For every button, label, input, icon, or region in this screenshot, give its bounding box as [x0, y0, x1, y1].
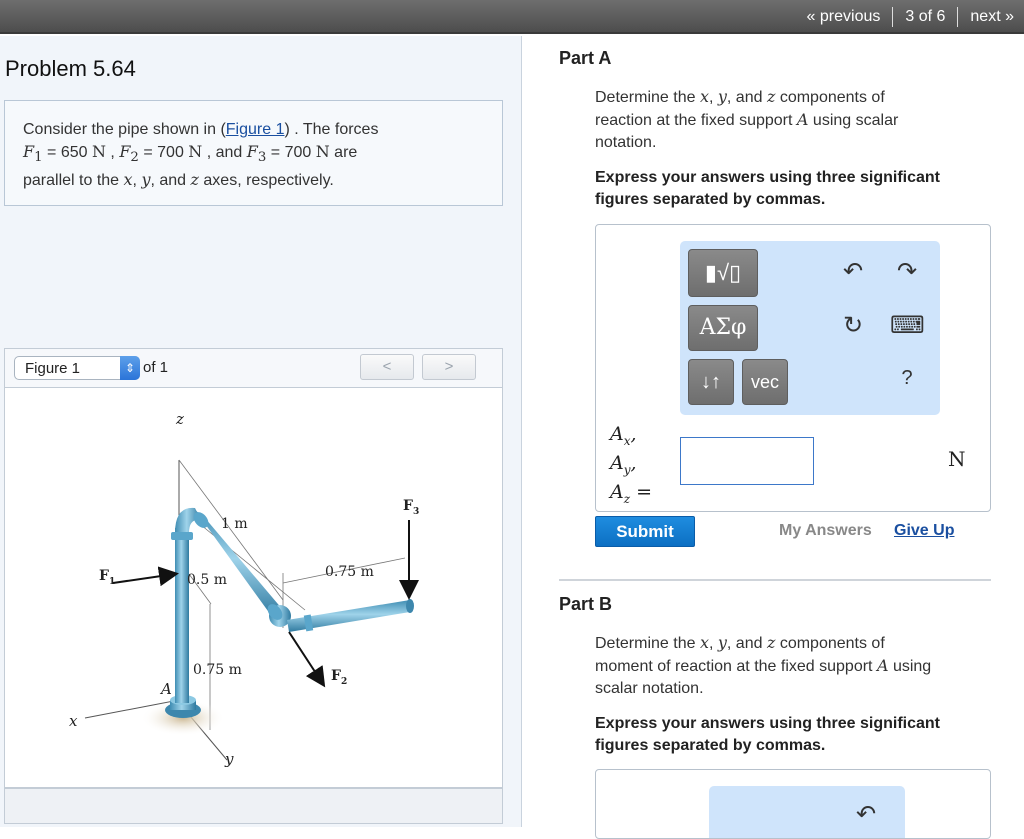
force-f2-symbol: F	[119, 142, 131, 161]
part-a-answer-box	[595, 224, 991, 512]
description-text: moment of reaction at the fixed support	[595, 658, 877, 675]
part-a-title: Part A	[559, 48, 612, 68]
answer-unit: N	[948, 447, 966, 471]
subscript: 3	[257, 150, 267, 166]
templates-button[interactable]: ▮√▯	[688, 249, 758, 297]
statement-text: ,	[105, 144, 120, 161]
statement-text: ,	[132, 172, 142, 190]
punctuation: ,	[630, 423, 637, 445]
divider	[892, 7, 893, 27]
label-f2: F	[331, 668, 341, 684]
statement-text: , and	[202, 144, 247, 161]
figure-link[interactable]: Figure 1	[225, 121, 285, 138]
axis-x: x	[699, 87, 709, 106]
description-text: Determine the	[595, 635, 700, 652]
force-f3-symbol: F	[246, 142, 258, 161]
part-b-description	[595, 632, 995, 700]
description-text: components of	[775, 89, 885, 106]
description-text: ,	[708, 89, 718, 106]
unit: N	[188, 142, 203, 161]
subscript: 1	[34, 150, 43, 166]
force-f2-value: = 700	[138, 144, 189, 161]
vector-button[interactable]: vec	[742, 359, 788, 405]
description-text: , and	[726, 89, 767, 106]
description-text: using	[888, 658, 932, 675]
figure-count: of 1	[143, 359, 169, 376]
math-toolbar	[709, 786, 905, 839]
unit: N	[315, 142, 330, 161]
axis-z: z	[190, 170, 199, 190]
my-answers-link[interactable]: My Answers	[779, 522, 872, 539]
instruction-text: Express your answers using three significant	[595, 715, 940, 732]
problem-statement	[4, 100, 503, 206]
label-z: z	[176, 410, 184, 428]
answer-input[interactable]	[680, 437, 814, 485]
parts-panel	[523, 36, 1024, 827]
top-bar	[0, 0, 1024, 34]
label-f3: F	[403, 498, 413, 514]
greek-symbols-button[interactable]: ΑΣφ	[688, 305, 758, 351]
statement-text: Consider the pipe shown in (	[23, 121, 226, 138]
problem-navigation	[807, 7, 1014, 27]
punctuation: =	[630, 480, 653, 503]
problem-position: 3 of 6	[905, 8, 946, 25]
axis-y: y	[717, 87, 727, 106]
axis-z: z	[766, 633, 776, 652]
force-f1-value: = 650	[42, 144, 92, 161]
subscript: z	[623, 491, 631, 506]
description-text: , and	[726, 635, 767, 652]
statement-text: ) . The forces	[284, 121, 379, 138]
axis-z: z	[766, 87, 776, 106]
label-a: A	[161, 680, 172, 698]
figure-footer	[4, 788, 503, 824]
part-b-instructions	[595, 713, 995, 757]
label-y: y	[225, 750, 234, 768]
description-text: components of	[775, 635, 885, 652]
arrows-button[interactable]: ↓↑	[688, 359, 734, 405]
submit-button[interactable]: Submit	[595, 516, 695, 547]
figure-image	[4, 388, 503, 788]
dimension-0-75m-horizontal: 0.75 m	[325, 564, 374, 580]
pipe-diagram	[5, 388, 502, 788]
keyboard-icon[interactable]: ⌨	[890, 312, 925, 339]
force-f3-value: = 700	[266, 144, 316, 161]
instruction-text: figures separated by commas.	[595, 737, 826, 754]
vertical-pipe	[175, 528, 189, 703]
dimension-1m: 1 m	[221, 516, 248, 532]
previous-figure-button[interactable]: <	[360, 354, 414, 380]
statement-text: are	[329, 144, 358, 161]
axis-x: x	[699, 633, 709, 652]
chevron-updown-icon: ⇕	[120, 356, 140, 380]
force-f2-arrow	[289, 632, 323, 684]
problem-title: Problem 5.64	[5, 56, 136, 81]
instruction-text: figures separated by commas.	[595, 191, 826, 208]
statement-text: axes, respectively.	[198, 172, 334, 190]
label-f1: F	[99, 568, 109, 584]
axis-y: y	[717, 633, 727, 652]
part-b-answer-box	[595, 769, 991, 839]
answer-variables	[610, 423, 652, 509]
description-text: scalar notation.	[595, 680, 704, 697]
dimension-0-5m: 0.5 m	[187, 572, 227, 588]
math-toolbar	[680, 241, 940, 415]
force-f1-arrow	[113, 574, 175, 583]
description-text: notation.	[595, 134, 657, 151]
undo-icon[interactable]: ↶	[842, 258, 864, 285]
problem-panel	[0, 36, 522, 827]
description-text: ,	[708, 635, 718, 652]
variable-ay: A	[610, 451, 624, 474]
subscript: 1	[109, 577, 116, 587]
variable-ax: A	[610, 423, 624, 445]
redo-icon[interactable]: ↷	[896, 258, 918, 285]
part-a-description	[595, 86, 995, 154]
subscript: x	[623, 433, 631, 448]
divider	[957, 7, 958, 27]
subscript: 2	[130, 150, 139, 166]
reset-icon[interactable]: ↻	[842, 312, 864, 339]
next-link[interactable]: next »	[970, 8, 1014, 25]
give-up-link[interactable]: Give Up	[894, 522, 955, 539]
force-f1-symbol: F	[23, 142, 35, 161]
part-a-instructions	[595, 167, 995, 211]
help-icon[interactable]: ?	[901, 367, 913, 389]
description-text: using scalar	[808, 112, 899, 129]
support-a: A	[796, 110, 809, 129]
part-b-title: Part B	[559, 594, 613, 614]
description-text: Determine the	[595, 89, 700, 106]
variable-az: A	[610, 480, 624, 503]
undo-icon[interactable]: ↶	[855, 801, 877, 828]
previous-link[interactable]: « previous	[806, 8, 881, 25]
figure-select-value: Figure 1	[25, 360, 81, 377]
axis-x: x	[123, 170, 133, 190]
subscript: y	[623, 462, 631, 477]
description-text: reaction at the fixed support	[595, 112, 797, 129]
subscript: 2	[341, 677, 348, 687]
statement-text: parallel to the	[23, 172, 124, 190]
unit: N	[91, 142, 106, 161]
punctuation: ,	[630, 451, 637, 474]
dimension-0-75m-vertical: 0.75 m	[193, 662, 242, 678]
figure-toolbar	[4, 348, 503, 388]
instruction-text: Express your answers using three significant	[595, 169, 940, 186]
figure-select[interactable]	[14, 356, 140, 380]
label-x: x	[69, 712, 78, 730]
next-figure-button[interactable]: >	[422, 354, 476, 380]
support-a: A	[876, 656, 889, 675]
axis-y: y	[141, 170, 151, 190]
part-divider	[559, 579, 991, 581]
subscript: 3	[413, 507, 420, 517]
statement-text: , and	[150, 172, 191, 190]
